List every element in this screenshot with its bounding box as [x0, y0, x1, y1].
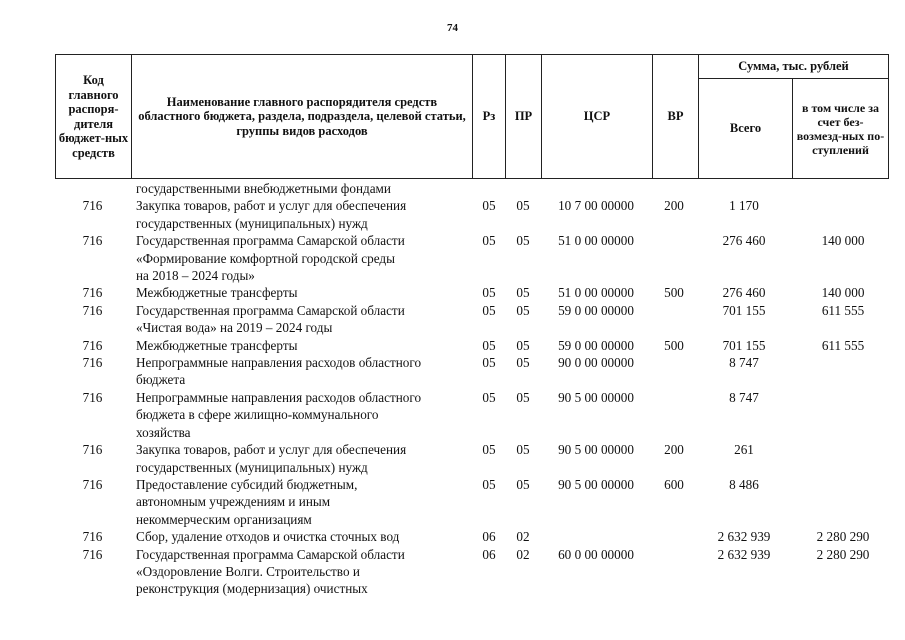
cell-csr: 90 0 00 00000: [558, 355, 634, 371]
header-name: Наименование главного распорядителя средств областного бюджета, раздела, подраздела, целевой статьи, группы видов расходов: [131, 54, 473, 179]
cell-pr: 05: [516, 476, 530, 492]
cell-name: государственными внебюджетными фондами: [136, 181, 391, 196]
cell-free: 140 000: [821, 285, 865, 301]
cell-rz: 05: [482, 198, 496, 214]
cell-rz: 05: [482, 285, 496, 301]
cell-rz: 06: [482, 546, 496, 562]
cell-name: Закупка товаров, работ и услуг для обеспечения государственных (муниципальных) нужд: [136, 442, 407, 475]
cell-csr: 10 7 00 00000: [558, 198, 634, 214]
cell-name: Закупка товаров, работ и услуг для обеспечения государственных (муниципальных) нужд: [136, 198, 407, 231]
table-row: [55, 197, 895, 232]
cell-free: 611 555: [821, 302, 865, 318]
header-rz: Рз: [472, 54, 506, 179]
cell-free: 611 555: [821, 337, 865, 353]
cell-code: 716: [82, 302, 103, 318]
cell-pr: 02: [516, 546, 530, 562]
table-body: [55, 180, 895, 598]
table-row: [55, 337, 895, 354]
cell-code: 716: [82, 198, 103, 214]
cell-total: 1 170: [729, 198, 759, 214]
cell-total: 8 747: [729, 355, 759, 371]
table-row: [55, 180, 895, 197]
cell-csr: 51 0 00 00000: [558, 233, 634, 249]
cell-rz: 05: [482, 442, 496, 458]
cell-name: Государственная программа Самарской области «Чистая вода» на 2019 – 2024 годы: [136, 302, 405, 336]
table-row: [55, 546, 895, 598]
cell-total: 8 747: [729, 389, 759, 405]
cell-code: 716: [82, 389, 103, 405]
cell-vr: 500: [664, 285, 684, 301]
cell-free: 140 000: [821, 233, 865, 249]
cell-code: 716: [82, 529, 103, 545]
table-row: [55, 476, 895, 528]
cell-code: 716: [82, 476, 103, 492]
cell-pr: 05: [516, 285, 530, 301]
cell-pr: 05: [516, 337, 530, 353]
table-row: [55, 441, 895, 476]
header-csr: ЦСР: [541, 54, 653, 179]
cell-name: Межбюджетные трансферты: [136, 337, 298, 353]
cell-pr: 05: [516, 233, 530, 249]
cell-csr: 60 0 00 00000: [558, 546, 634, 562]
cell-rz: 05: [482, 355, 496, 371]
cell-total: 276 460: [722, 233, 766, 249]
cell-total: 2 632 939: [717, 546, 771, 562]
cell-rz: 06: [482, 529, 496, 545]
cell-vr: 600: [664, 476, 684, 492]
cell-name: Сбор, удаление отходов и очистка сточных вод: [136, 529, 400, 545]
cell-code: 716: [82, 337, 103, 353]
cell-total: 276 460: [722, 285, 766, 301]
cell-name: Непрограммные направления расходов областного бюджета: [136, 355, 422, 388]
cell-name: Непрограммные направления расходов областного бюджета в сфере жилищно-коммунального хозяйства: [136, 389, 422, 440]
cell-code: 716: [82, 285, 103, 301]
cell-total: 701 155: [722, 337, 766, 353]
cell-code: 716: [82, 355, 103, 371]
table-row: [55, 528, 895, 545]
header-vr: ВР: [652, 54, 699, 179]
cell-csr: 90 5 00 00000: [558, 476, 634, 492]
cell-csr: 51 0 00 00000: [558, 285, 634, 301]
cell-pr: 05: [516, 302, 530, 318]
table-row: [55, 389, 895, 441]
cell-pr: 05: [516, 442, 530, 458]
cell-name: Предоставление субсидий бюджетным, автономным учреждениям и иным некоммерческим организациям: [136, 476, 358, 527]
cell-rz: 05: [482, 233, 496, 249]
header-code: Код главного распоря-дителя бюджет-ных средств: [55, 54, 132, 179]
table-row: [55, 232, 895, 284]
table-row: [55, 284, 895, 301]
cell-rz: 05: [482, 337, 496, 353]
cell-code: 716: [82, 233, 103, 249]
header-total: Всего: [698, 78, 793, 179]
cell-csr: 59 0 00 00000: [558, 337, 634, 353]
cell-total: 2 632 939: [717, 529, 771, 545]
cell-pr: 05: [516, 355, 530, 371]
cell-vr: 500: [664, 337, 684, 353]
table-row: [55, 302, 895, 337]
cell-csr: 90 5 00 00000: [558, 442, 634, 458]
cell-code: 716: [82, 442, 103, 458]
cell-name: Государственная программа Самарской области «Оздоровление Волги. Строительство и реконструкция (модернизация) очистных: [136, 546, 405, 597]
cell-name: Межбюджетные трансферты: [136, 285, 298, 301]
header-pr: ПР: [505, 54, 542, 179]
cell-code: 716: [82, 546, 103, 562]
cell-vr: 200: [664, 198, 684, 214]
cell-csr: 59 0 00 00000: [558, 302, 634, 318]
page-number: 74: [447, 22, 458, 34]
cell-name: Государственная программа Самарской области «Формирование комфортной городской среды на 2018 – 2024 годы»: [136, 233, 405, 284]
cell-rz: 05: [482, 302, 496, 318]
cell-rz: 05: [482, 389, 496, 405]
table-row: [55, 354, 895, 389]
header-free: в том числе за счет без-возмезд-ных по-ступлений: [792, 78, 889, 179]
cell-rz: 05: [482, 476, 496, 492]
cell-free: 2 280 290: [816, 529, 870, 545]
cell-csr: 90 5 00 00000: [558, 389, 634, 405]
cell-free: 2 280 290: [816, 546, 870, 562]
cell-total: 701 155: [722, 302, 766, 318]
cell-vr: 200: [664, 442, 684, 458]
cell-pr: 05: [516, 389, 530, 405]
cell-pr: 05: [516, 198, 530, 214]
cell-total: 8 486: [729, 476, 759, 492]
cell-total: 261: [734, 442, 754, 458]
cell-pr: 02: [516, 529, 530, 545]
header-sum: Сумма, тыс. рублей: [698, 54, 889, 79]
